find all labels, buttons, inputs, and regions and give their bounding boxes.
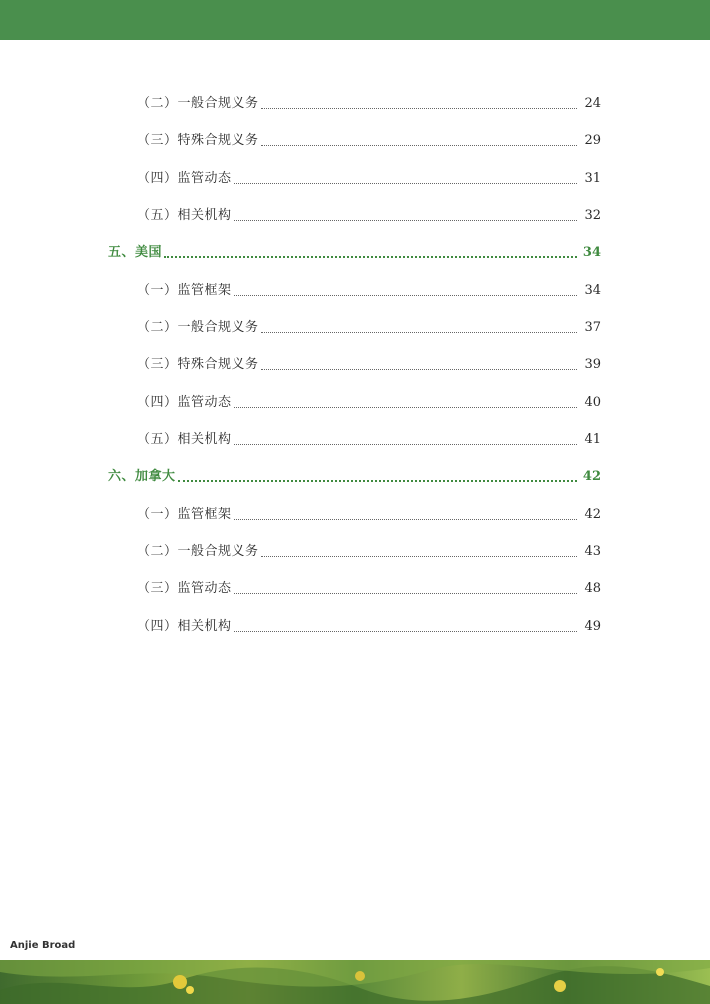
toc-entry[interactable]	[0, 579, 710, 599]
toc-section-label: 五、美国	[108, 245, 163, 260]
toc-leader-dots	[234, 220, 577, 221]
toc-leader-dots	[234, 631, 577, 632]
toc-section-entry[interactable]	[0, 243, 710, 263]
toc-entry-page: 42	[584, 507, 601, 522]
toc-entry-label: （五）相关机构	[137, 432, 232, 447]
toc-leader-dots	[261, 332, 577, 333]
toc-entry-page: 43	[584, 544, 601, 559]
toc-leader-dots	[234, 593, 577, 594]
toc-entry-label: （四）监管动态	[137, 395, 232, 410]
toc-entry-page: 24	[584, 96, 601, 111]
footer-painting-image	[0, 960, 710, 1004]
toc-entry[interactable]	[0, 94, 710, 114]
toc-entry-page: 48	[584, 581, 601, 596]
toc-entry-label: （二）一般合规义务	[137, 96, 259, 111]
toc-entry[interactable]	[0, 355, 710, 375]
toc-entry-label: （一）监管框架	[137, 283, 232, 298]
toc-entry[interactable]	[0, 430, 710, 450]
toc-leader-dots	[261, 108, 577, 109]
toc-section-entry[interactable]	[0, 467, 710, 487]
brand-logo-text: Anjie Broad	[10, 940, 76, 951]
toc-entry[interactable]	[0, 206, 710, 226]
toc-leader-dots	[178, 480, 577, 482]
toc-entry-page: 29	[584, 133, 601, 148]
toc-entry-page: 32	[584, 208, 601, 223]
toc-entry-label: （一）监管框架	[137, 507, 232, 522]
toc-leader-dots	[234, 295, 577, 296]
toc-entry-label: （三）特殊合规义务	[137, 357, 259, 372]
toc-entry-label: （二）一般合规义务	[137, 544, 259, 559]
toc-leader-dots	[164, 256, 577, 258]
toc-leader-dots	[234, 407, 577, 408]
footer-painting-strip	[0, 960, 710, 1004]
toc-entry[interactable]	[0, 281, 710, 301]
toc-leader-dots	[234, 444, 577, 445]
toc-entry-label: （四）监管动态	[137, 171, 232, 186]
toc-entry-page: 31	[584, 171, 601, 186]
toc-entry[interactable]	[0, 617, 710, 637]
toc-entry-label: （二）一般合规义务	[137, 320, 259, 335]
toc-entry-label: （三）特殊合规义务	[137, 133, 259, 148]
toc-entry-page: 49	[584, 619, 601, 634]
toc-entry[interactable]	[0, 542, 710, 562]
toc-section-page: 34	[582, 245, 601, 260]
toc-entry-page: 34	[584, 283, 601, 298]
toc-entry-page: 40	[584, 395, 601, 410]
toc-entry-label: （四）相关机构	[137, 619, 232, 634]
toc-entry[interactable]	[0, 505, 710, 525]
toc-leader-dots	[261, 145, 577, 146]
toc-entry[interactable]	[0, 169, 710, 189]
toc-entry-page: 37	[584, 320, 601, 335]
toc-entry-label: （三）监管动态	[137, 581, 232, 596]
toc-entry[interactable]	[0, 393, 710, 413]
toc-entry[interactable]	[0, 131, 710, 151]
toc-entry-page: 41	[584, 432, 601, 447]
toc-entry[interactable]	[0, 318, 710, 338]
toc-leader-dots	[261, 556, 577, 557]
toc-leader-dots	[234, 183, 577, 184]
toc-section-label: 六、加拿大	[108, 469, 176, 484]
toc-leader-dots	[261, 369, 577, 370]
toc-section-page: 42	[582, 469, 601, 484]
toc-leader-dots	[234, 519, 577, 520]
toc-entry-page: 39	[584, 357, 601, 372]
toc-entry-label: （五）相关机构	[137, 208, 232, 223]
